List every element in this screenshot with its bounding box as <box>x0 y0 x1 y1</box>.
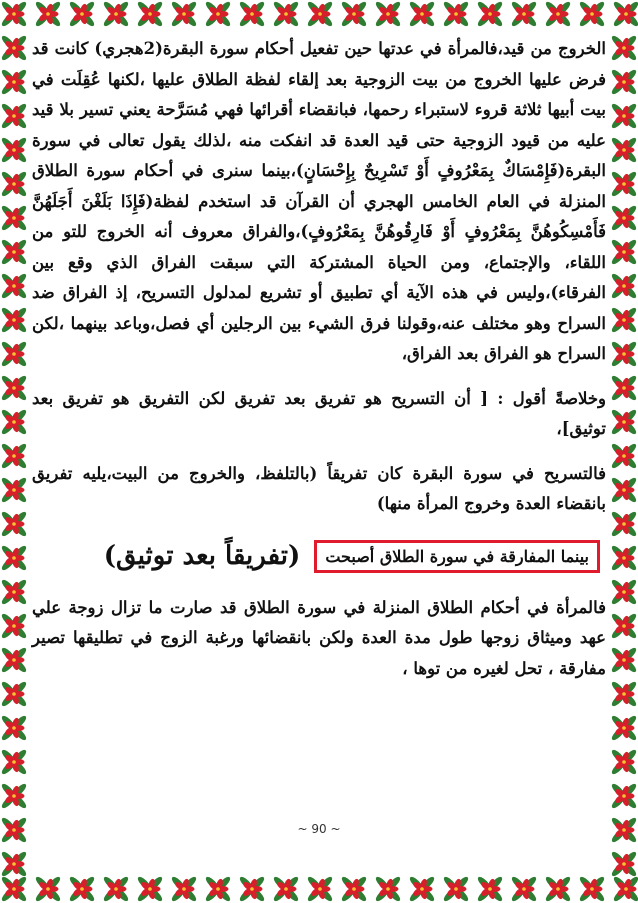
holly-sprig <box>408 0 436 28</box>
holly-sprig <box>610 782 638 810</box>
holly-sprig <box>68 0 96 28</box>
holly-sprig <box>610 340 638 368</box>
holly-sprig <box>0 102 28 130</box>
holly-sprig <box>610 136 638 164</box>
holly-sprig <box>238 875 266 903</box>
holly-sprig <box>0 748 28 776</box>
holly-sprig <box>510 875 538 903</box>
holly-sprig <box>610 374 638 402</box>
holly-sprig <box>272 875 300 903</box>
holly-sprig <box>0 272 28 300</box>
holly-sprig <box>374 0 402 28</box>
holly-sprig <box>0 306 28 334</box>
holly-sprig <box>612 0 638 28</box>
holly-sprig <box>204 0 232 28</box>
holly-sprig <box>102 0 130 28</box>
holly-sprig <box>442 0 470 28</box>
holly-sprig <box>610 646 638 674</box>
holly-sprig <box>306 0 334 28</box>
holly-sprig <box>610 612 638 640</box>
closing-paragraph: فالمرأة في أحكام الطلاق المنزلة في سورة الطلاق قد صارت ما تزال زوجة علي عهد وميثاق زوجها طول مدة العدة ولكن بانقضائها ورغبة الزوج في تطليقها تصير مفارقة ، تحل لغيره من توها ، <box>32 597 606 678</box>
paragraph-3: فالتسريح في سورة البقرة كان تفريقاً (بالتلفظ، والخروج من البيت،يليه تفريق بانقضاء العدة وخروج المرأة منها) <box>32 463 606 513</box>
holly-sprig <box>610 306 638 334</box>
holly-sprig <box>0 875 28 903</box>
paragraph-1: الخروج من قيد،فالمرأة في عدتها حين تفعيل أحكام سورة البقرة(2هجري) كانت قد فرض عليها الخروج من بيت الزوجية بعد إلقاء لفظة الطلاق عليها ،لكنها عُقِلَت في بيت أبيها ثلاثة قروء لاستبراء رحمها، فبانقضاء أقرائها فهي مُسَرَّحة يعني تسير بلا قيد عليه من قيود الزوجية حتى قيد العدة قد انفكت منه ،لذلك يقول تعالى في سورة البقرة(فَإِمْسَاكٌ بِمَعْرُوفٍ أَوْ تَسْرِيحٌ بِإِحْسَانٍ)،بينما سنرى في أحكام سورة الطلاق المنزلة في العام الخامس الهجري أن القرآن قد استخدم لفظة(فَإِذَا بَلَغْنَ أَجَلَهُنَّ فَأَمْسِكُوهُنَّ بِمَعْرُوفٍ أَوْ فَارِقُوهُنَّ بِمَعْرُوفٍ)،والفراق معروف أنه الخروج للتو من اللقاء، والإجتماع، ومن الحياة المشتركة التي سبقت الفراق الذي وقع بين الفرقاء)،وليس في هذه الآية أي تطبيق أو تشريع لمدلول التسريح، إذ الفراق ضد السراح وهو مختلف عنه،وقولنا فرق الشيء بين الرجلين أي فصل،وباعد بينهما ،لكن السراح هو الفراق بعد الفراق، <box>32 39 606 363</box>
holly-sprig <box>0 408 28 436</box>
holly-sprig <box>610 238 638 266</box>
holly-sprig <box>0 476 28 504</box>
holly-sprig <box>408 875 436 903</box>
holly-sprig <box>610 544 638 572</box>
holly-sprig <box>610 442 638 470</box>
holly-sprig <box>510 0 538 28</box>
holly-sprig <box>610 510 638 538</box>
holly-sprig <box>610 714 638 742</box>
holly-sprig <box>0 0 28 28</box>
boxed-heading: بينما المفارقة في سورة الطلاق أصبحت <box>314 540 600 573</box>
holly-sprig <box>0 136 28 164</box>
holly-sprig <box>0 578 28 606</box>
holly-sprig <box>0 782 28 810</box>
holly-sprig <box>612 875 638 903</box>
holly-sprig <box>306 875 334 903</box>
holly-sprig <box>0 374 28 402</box>
holly-sprig <box>34 0 62 28</box>
holly-sprig <box>0 510 28 538</box>
holly-sprig <box>374 875 402 903</box>
holly-sprig <box>0 340 28 368</box>
holly-sprig <box>340 0 368 28</box>
holly-sprig <box>340 875 368 903</box>
holly-sprig <box>610 408 638 436</box>
holly-sprig <box>170 875 198 903</box>
holly-sprig <box>610 748 638 776</box>
holly-sprig <box>610 578 638 606</box>
holly-sprig <box>0 850 28 878</box>
holly-sprig <box>610 680 638 708</box>
holly-sprig <box>272 0 300 28</box>
holly-sprig <box>238 0 266 28</box>
holly-sprig <box>610 476 638 504</box>
big-heading: (تفريقاً بعد توثيق) <box>103 541 301 571</box>
holly-sprig <box>0 544 28 572</box>
holly-sprig <box>578 875 606 903</box>
holly-sprig <box>0 204 28 232</box>
document-page <box>32 34 606 868</box>
holly-sprig <box>68 875 96 903</box>
holly-sprig <box>0 68 28 96</box>
holly-sprig <box>544 875 572 903</box>
holly-sprig <box>0 646 28 674</box>
holly-sprig <box>610 850 638 878</box>
holly-sprig <box>610 34 638 62</box>
holly-sprig <box>136 875 164 903</box>
page-number: ~ 90 ~ <box>297 822 341 836</box>
holly-sprig <box>136 0 164 28</box>
holly-sprig <box>34 875 62 903</box>
holly-sprig <box>0 612 28 640</box>
holly-sprig <box>0 442 28 470</box>
holly-sprig <box>170 0 198 28</box>
holly-sprig <box>610 204 638 232</box>
holly-sprig <box>102 875 130 903</box>
holly-sprig <box>476 875 504 903</box>
holly-sprig <box>442 875 470 903</box>
holly-sprig <box>0 238 28 266</box>
holly-sprig <box>0 714 28 742</box>
holly-sprig <box>610 272 638 300</box>
holly-sprig <box>476 0 504 28</box>
holly-sprig <box>610 170 638 198</box>
holly-sprig <box>610 68 638 96</box>
holly-sprig <box>0 170 28 198</box>
holly-sprig <box>0 34 28 62</box>
holly-sprig <box>578 0 606 28</box>
holly-sprig <box>204 875 232 903</box>
holly-sprig <box>610 102 638 130</box>
paragraph-summary: وخلاصةً أقول : [ أن التسريح هو تفريق بعد تفريق لكن التفريق هو تفريق بعد توثيق]، <box>32 388 606 438</box>
section-heading <box>32 540 600 573</box>
holly-sprig <box>0 680 28 708</box>
holly-sprig <box>544 0 572 28</box>
